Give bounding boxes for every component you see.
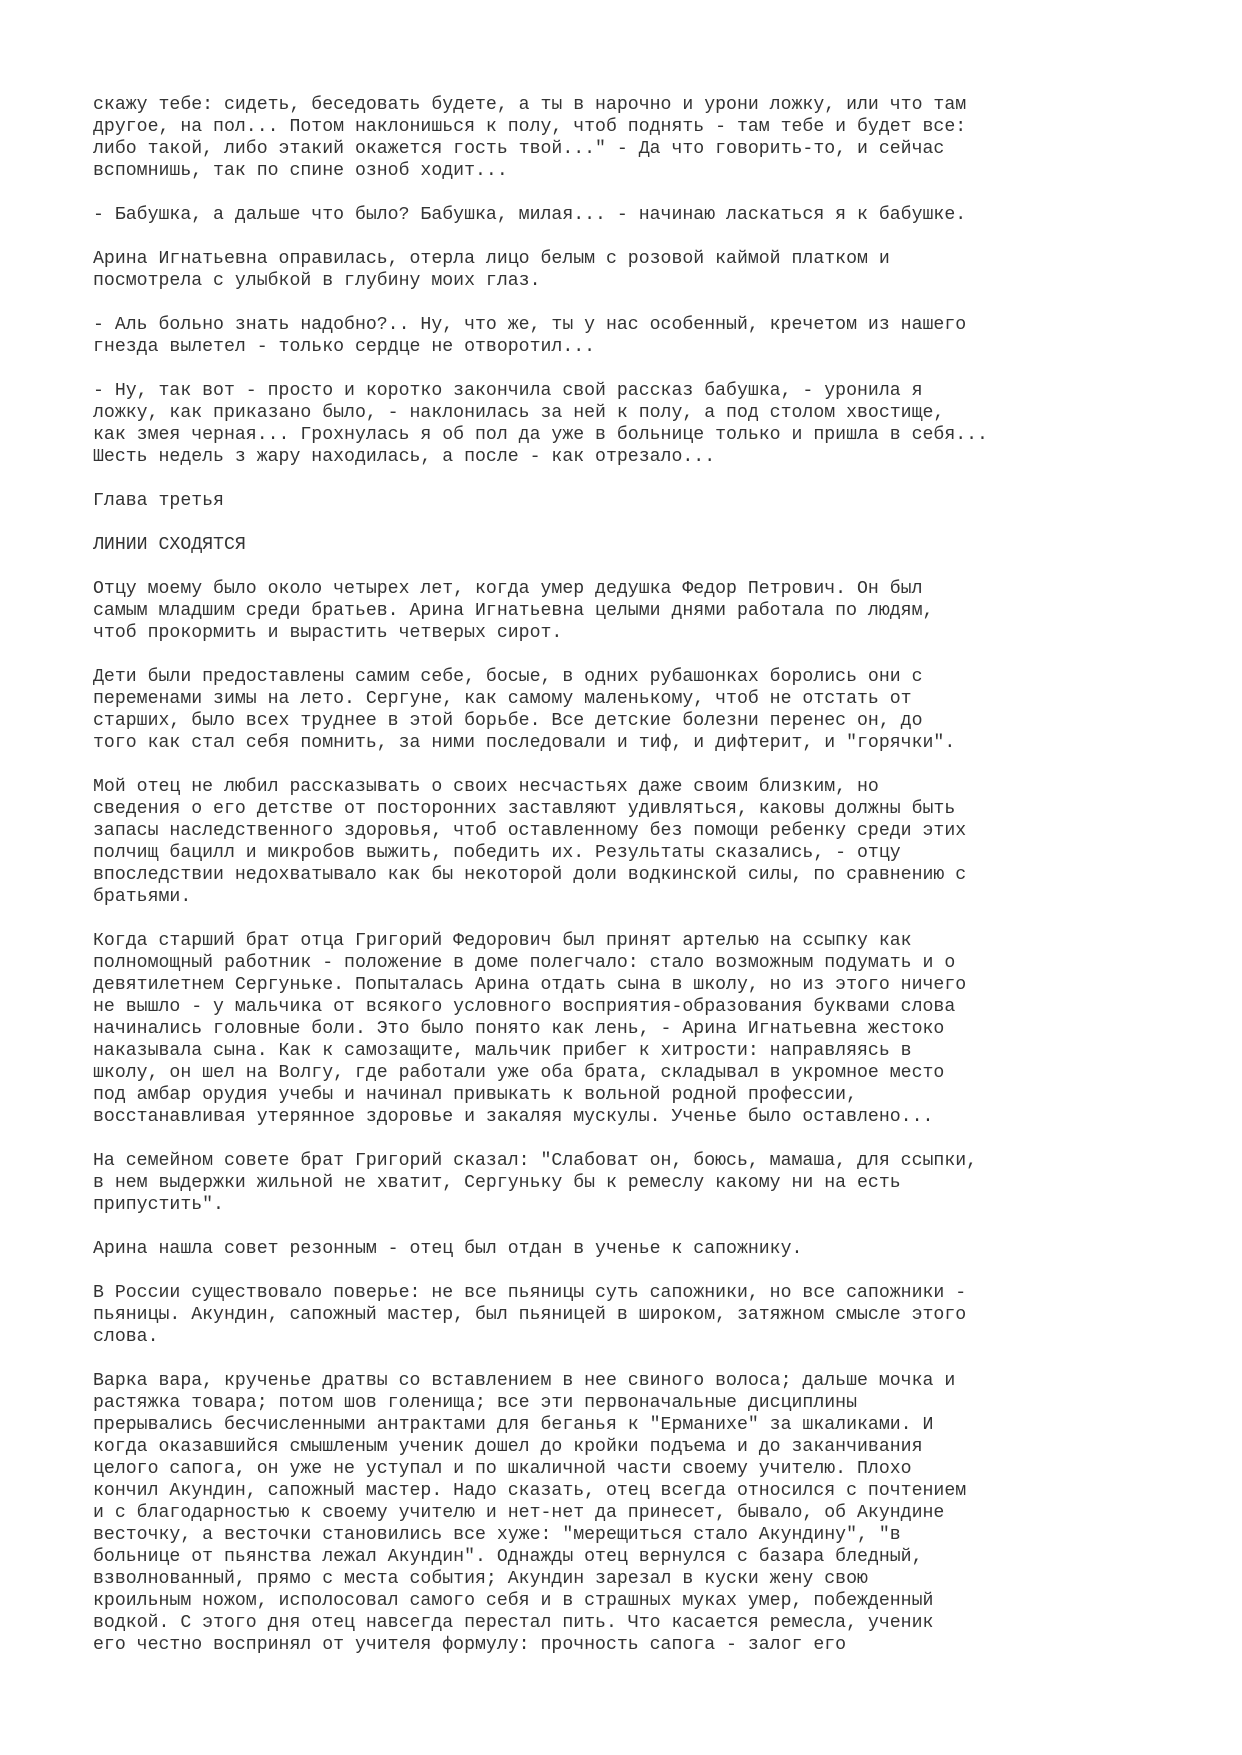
paragraph-father-childhood: Отцу моему было около четырех лет, когда умер дедушка Федор Петрович. Он был самым младшим среди братьев. Арина Игнатьевна целыми днями работала по людям, чтоб прокормить и вырастить четверых сирот. <box>93 579 934 643</box>
paragraph-apprenticeship: Арина нашла совет резонным - отец был отдан в ученье к сапожнику. <box>93 1239 803 1259</box>
document-page <box>93 94 1213 1678</box>
paragraph-arina-recovered: Арина Игнатьевна оправилась, отерла лицо белым с розовой каймой платком и посмотрела с улыбкой в глубину моих глаз. <box>93 249 890 291</box>
paragraph-russian-saying: В России существовало поверье: не все пьяницы суть сапожники, но все сапожники - пьяницы. Акундин, сапожный мастер, был пьяницей в широком, затяжном смысле этого слова. <box>93 1283 967 1347</box>
paragraph-school-attempt: Когда старший брат отца Григорий Федорович был принят артелью на ссыпку как полномощный работник - положение в доме полегчало: стало возможным подумать и о девятилетнем Сергуньке. Попыталась Арина отдать сына в школу, но из этого ничего не вышло - у мальчика от всякого условного восприятия-образования буквами слова начинались головные боли. Это было понято как лень, - Арина Игнатьевна жестоко наказывала сына. Как к самозащите, мальчик прибег к хитрости: направляясь в школу, он шел на Волгу, где работали уже оба брата, складывал в укромное место под амбар орудия учебы и начинал привыкать к вольной родной профессии, восстанавливая утерянное здоровье и закаляя мускулы. Ученье было оставлено... <box>93 931 967 1127</box>
chapter-heading: Глава третья <box>93 491 224 511</box>
paragraph-father-health: Мой отец не любил рассказывать о своих несчастьях даже своим близким, но сведения о его детстве от посторонних заставляют удивляться, каковы должны быть запасы наследственного здоровья, чтоб оставленному без помощи ребенку среди этих полчищ бацилл и микробов выжить, победить их. Результаты сказались, - отцу впоследствии недохватывало как бы некоторой доли водкинской силы, по сравнению с братьями. <box>93 777 967 907</box>
paragraph-grandmother-reply: - Аль больно знать надобно?.. Ну, что же, ты у нас особенный, кречетом из нашего гнезда вылетел - только сердце не отворотил... <box>93 315 967 357</box>
paragraph-children-hardship: Дети были предоставлены самим себе, босые, в одних рубашонках боролись они с переменами зимы на лето. Сергуне, как самому маленькому, чтоб не отстать от старших, было всех труднее в этой борьбе. Все детские болезни перенес он, до того как стал себя помнить, за ними последовали и тиф, и дифтерит, и "горячки". <box>93 667 956 753</box>
paragraph-story-ending: - Ну, так вот - просто и коротко закончила свой рассказ бабушка, - уронила я ложку, как приказано было, - наклонилась за ней к полу, а под столом хвостище, как змея черная... Грохнулась я об пол да уже в больнице только и пришла в себя... Шесть недель з жару находилась, а после - как отрезало... <box>93 381 988 467</box>
paragraph-grandmother-advice: скажу тебе: сидеть, беседовать будете, а ты в нарочно и урони ложку, или что там другое, на пол... Потом наклонишься к полу, чтоб поднять - там тебе и будет все: либо такой, либо этакий окажется гость твой..." - Да что говорить-то, и сейчас вспомнишь, так по спине озноб ходит... <box>93 95 967 181</box>
chapter-title: ЛИНИИ СХОДЯТСЯ <box>93 535 246 555</box>
paragraph-shoemaker-craft: Варка вара, крученье дратвы со вставлением в нее свиного волоса; дальше мочка и растяжка товара; потом шов голенища; все эти первоначальные дисциплины прерывались бесчисленными антрактами для беганья к "Ерманихе" за шкаликами. И когда оказавшийся смышленым ученик дошел до кройки подъема и до заканчивания целого сапога, он уже не уступал и по шкаличной части своему учителю. Плохо кончил Акундин, сапожный мастер. Надо сказать, отец всегда относился с почтением и с благодарностью к своему учителю и нет-нет да принесет, бывало, об Акундине весточку, а весточки становились все хуже: "мерещиться стало Акундину", "в больнице от пьянства лежал Акундин". Однажды отец вернулся с базара бледный, взволнованный, прямо с места события; Акундин зарезал в куски жену свою кроильным ножом, исполосовал самого себя и в страшных муках умер, побежденный водкой. С этого дня отец навсегда перестал пить. Что касается ремесла, ученик его честно воспринял от учителя формулу: прочность сапога - залог его <box>93 1371 967 1655</box>
paragraph-family-council: На семейном совете брат Григорий сказал: "Слабоват он, боюсь, мамаша, для ссыпки, в нем выдержки жильной не хватит, Сергуньку бы к ремеслу какому ни на есть припустить". <box>93 1151 978 1215</box>
paragraph-child-question: - Бабушка, а дальше что было? Бабушка, милая... - начинаю ласкаться я к бабушке. <box>93 205 967 225</box>
